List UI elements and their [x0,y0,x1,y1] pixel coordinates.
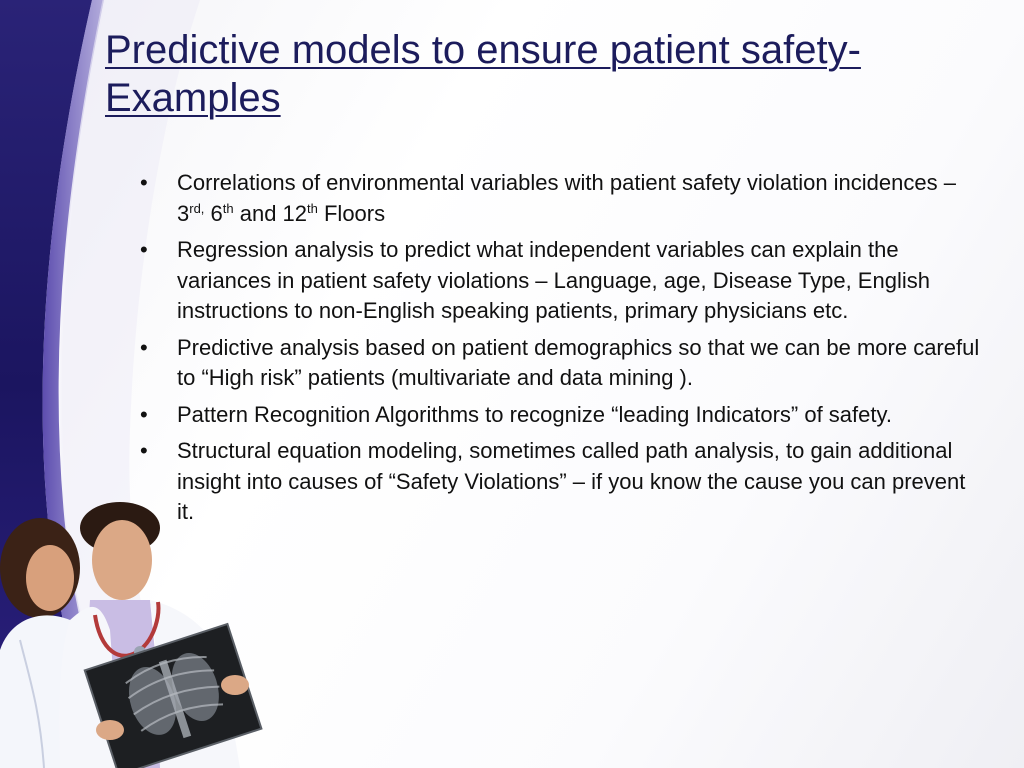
bullet-text [177,168,984,229]
bullet-text: Predictive analysis based on patient demographics so that we can be more careful to “High risk” patients (multivariate and data mining ). [177,334,980,390]
bullet-item [0,400,1024,431]
ordinal-superscript: th [307,200,318,216]
bullet-text: Structural equation modeling, sometimes called path analysis, to gain additional insight into causes of “Safety Violations” – if you know the cause you can prevent it. [177,438,966,524]
female-doctor-face [26,545,74,611]
bullet-marker: • [140,438,148,463]
bullet-text-part: Floors [317,200,386,226]
bullet-text-part: and 12 [233,200,308,226]
bullet-item [0,235,1024,327]
bullet-item [0,333,1024,394]
bullet-item [0,436,1024,528]
slide-title [105,26,985,122]
bullet-text-part: 6 [204,200,223,226]
bullet-marker: • [140,334,148,360]
bullet-item [0,168,1024,229]
bullet-marker: • [140,237,148,262]
ordinal-superscript: rd, [189,200,205,216]
bullet-text: Regression analysis to predict what independent variables can explain the variances in patient safety violations – Language, age, Disease Type, English instructions to non-English speaking patients, primary physicians etc. [177,237,930,323]
slide-title-line-1: Predictive models to ensure patient safety- [105,28,861,72]
bullet-text-part: Correlations of environmental variables with patient safety violation incidences – 3 [177,170,956,226]
ordinal-superscript: th [222,200,234,216]
bullet-marker: • [140,401,148,427]
bullet-text: Pattern Recognition Algorithms to recognize “leading Indicators” of safety. [177,401,892,427]
bullet-marker: • [140,170,148,195]
slide-title-line-2: Examples [105,76,281,120]
bullet-list [0,168,1024,534]
